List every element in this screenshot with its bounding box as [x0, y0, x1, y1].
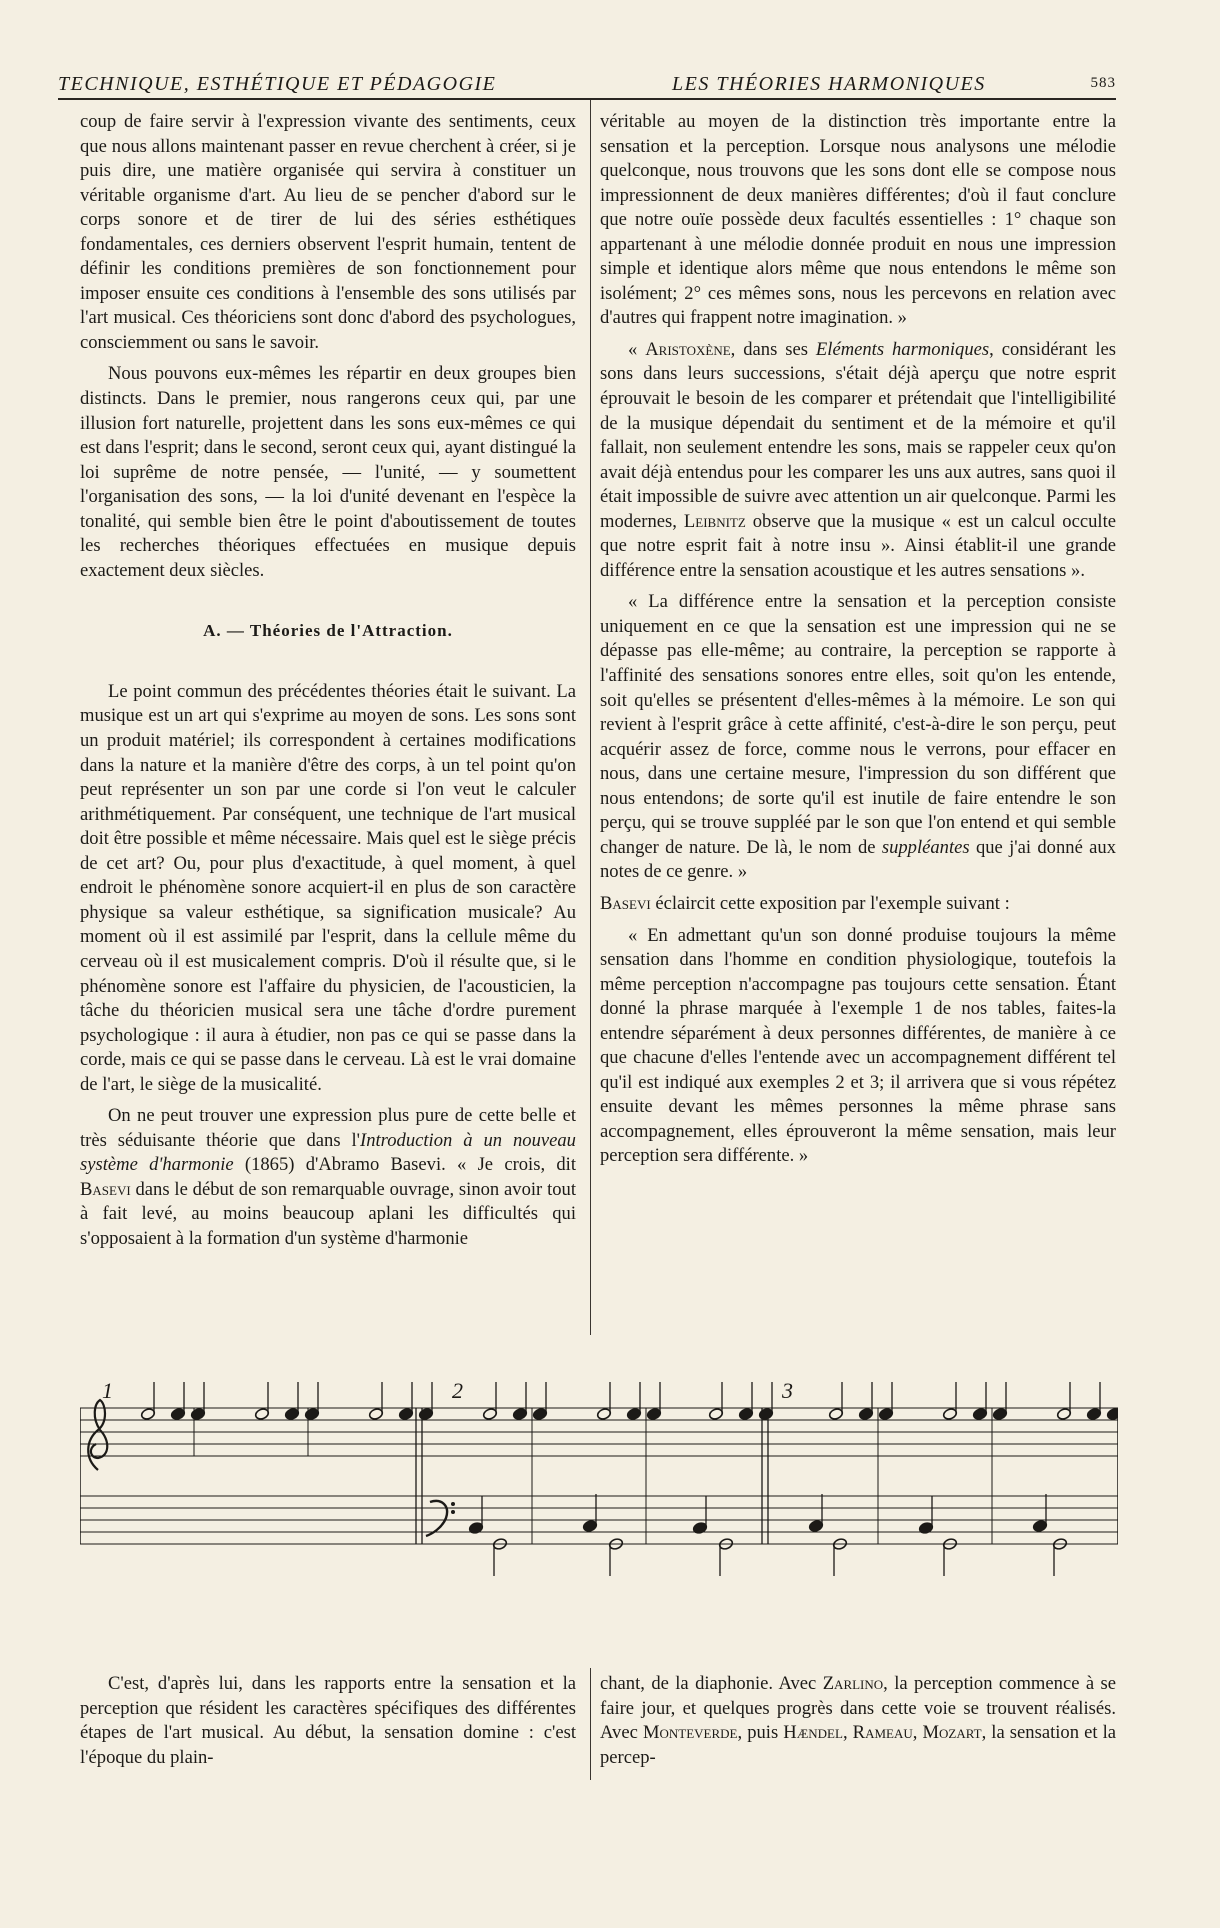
bottom-right-column — [600, 1672, 1116, 1770]
text: (1865) d'Abramo Basevi. « Je crois, dit — [233, 1154, 576, 1176]
note-head — [1106, 1407, 1118, 1420]
bass-staff — [80, 1496, 1118, 1544]
author-name: Rameau — [852, 1722, 913, 1744]
text: que j'ai donné aux notes de ce genre. » — [600, 836, 1116, 883]
text: « La différence entre la sensation et la perception consiste uniquement en ce que la sensation est une impression qui ne se dépasse pas elle-même; au contraire, la perception se rapporte à l'affinité des sensations sonores entre elles, soit qu'on les entende, soit qu'elles se présentent d'elles-mêmes à la mémoire. Le son qui revient à l'esprit grâce à cette affinité, c'est-à-dire le son perçu, peut acquérir assez de force, comme nous le verrons, pour effacer en nous, dans une certaine mesure, l'impression du son différent que nous entendons; de sorte qu'il est inutile de faire entendre le son perçu, qui se trouve suppléé par le son que l'on entend et qui semble changer de nature. De là, le nom de — [600, 591, 1116, 858]
text: chant, de la diaphonie. Avec — [600, 1673, 823, 1694]
example-label-2: 2 — [452, 1378, 463, 1403]
text: On ne peut trouver une expression plus pure de cette belle et très séduisante théorie que dans l' — [80, 1105, 576, 1151]
text: , la perception commence à se faire jour, et quelques progrès dans cette voie se trouvent réalisés. Avec — [600, 1673, 1116, 1744]
paragraph — [600, 892, 1116, 917]
music-notes — [140, 1382, 1118, 1576]
text: , puis — [737, 1722, 784, 1744]
paragraph: « En admettant qu'un son donné produise toujours la même sensation dans l'homme en condition physiologique, toutefois la même perception n'accompagne pas toujours cette sensation. Étant donné la phrase marquée à l'exemple 1 de nos tables, faites-la entendre séparément à deux personnes différentes, de manière à ce que chacune d'elles l'entende avec un accompagnement différent tel qu'il est indiqué aux exemples 2 et 3; il arrivera que si vous répétez ensuite devant les mêmes personnes la même phrase sans accompagnement, elles éprouveront la même sensation, mais leur perception sera différente. » — [600, 924, 1116, 1167]
text: , dans ses — [730, 338, 816, 360]
example-label-3: 3 — [782, 1378, 793, 1403]
author-name: Leibnitz — [683, 510, 746, 532]
text: , — [842, 1722, 853, 1744]
paragraph — [600, 590, 1116, 885]
header-left-title: TECHNIQUE, ESTHÉTIQUE ET PÉDAGOGIE — [58, 73, 497, 95]
barlines — [80, 1408, 1118, 1544]
author-name: Basevi — [80, 1178, 131, 1200]
author-name: Basevi — [600, 892, 651, 914]
section-heading: A. — Théories de l'Attraction. — [203, 621, 453, 641]
paragraph: C'est, d'après lui, dans les rapports entre la sensation et la perception que résident les caractères spécifiques des différentes étapes de l'art musical. Au début, la sensation domine : c'est l'époque du plain- — [80, 1673, 576, 1768]
treble-staff — [80, 1408, 1118, 1456]
paragraph — [80, 1104, 576, 1251]
right-column — [600, 110, 1116, 1176]
author-name: Zarlino — [822, 1673, 884, 1694]
left-column — [80, 110, 576, 1259]
column-divider — [590, 100, 591, 1335]
treble-clef-icon — [88, 1400, 107, 1470]
column-divider — [590, 1668, 591, 1780]
paragraph — [600, 1672, 1116, 1770]
book-title: Introduction à un nouveau système d'harmonie — [80, 1129, 576, 1176]
author-name: Mozart — [922, 1722, 982, 1744]
paragraph: Nous pouvons eux-mêmes les répartir en deux groupes bien distincts. Dans le premier, nous rangerons ceux qui, par une illusion fort naturelle, projettent dans les sons eux-mêmes ce qui est dans l'esprit; dans le second, seront ceux qui, ayant distingué la loi suprême de notre pensée, — l'unité, — y soumettent l'organisation des sons, — la loi d'unité devenant en l'espèce la tonalité, qui semble bien être le point d'aboutissement de toutes les recherches théoriques effectuées en musique depuis exactement deux siècles. — [80, 363, 576, 581]
bottom-left-column — [80, 1672, 576, 1770]
emphasis: suppléantes — [881, 836, 970, 858]
paragraph: véritable au moyen de la distinction très importante entre la sensation et la perception. Lorsque nous analysons une mélodie quelconque, nous trouvons que les sons dont elle se compose nous impressionnent de deux manières différentes; d'où il faut conclure que notre ouïe possède deux facultés essentielles : 1° chaque son appartenant à une mélodie donnée produit en nous une impression simple et identique alors même que nous entendons le même son isolément; 2° ces mêmes sons, nous les percevons en relation avec d'autres qui frappent notre imagination. » — [600, 111, 1116, 329]
paragraph: Le point commun des précédentes théories était le suivant. La musique est un art qui s'exprime au moyen de sons. Les sons sont un produit matériel; ils correspondent à certaines modifications dans la nature et la manière d'être des corps, à un tel point qu'on peut représenter un son par une corde si l'on veut le calculer arithmétiquement. Par conséquent, une technique de l'art musical doit être possible et même nécessaire. Mais quel est le siège précis de cet art? Ou, pour plus d'exactitude, à quel moment, à quel endroit le phénomène sonore acquiert-il en plus de son caractère physique sa valeur esthétique, sa signification musicale? Au moment où il est assimilé par l'esprit, dans la cellule même du cerveau où il est musicalement compris. D'où il résulte que, si le phénomène sonore est l'affaire du physicien, de l'acousticien, la tâche du théoricien musical sera une tâche d'ordre purement psychologique : il aura à étudier, non pas ce qui se passe dans la corde, mais ce qui se passe dans le cerveau. Là est le vrai domaine de l'art, le siège de la musicalité. — [80, 680, 576, 1095]
author-name: Aristoxène — [645, 338, 731, 360]
bass-clef-icon — [426, 1501, 455, 1536]
text: « — [628, 338, 646, 360]
book-title: Eléments harmoniques — [815, 338, 990, 360]
text: éclaircit cette exposition par l'exemple suivant : — [650, 892, 1010, 914]
paragraph — [600, 338, 1116, 583]
page-number: 583 — [1090, 75, 1116, 91]
text: , — [912, 1722, 923, 1744]
music-example — [80, 1378, 1118, 1578]
text: observe que la musique « est un calcul occulte que notre esprit fait à notre insu ». Ainsi établit-il une grande différence entre la sensation acoustique et les autres sensations ». — [600, 510, 1116, 581]
text: dans le début de son remarquable ouvrage, sinon avoir tout à fait levé, au moins beaucoup aplani les difficultés qui s'opposaient à la formation d'un système d'harmonie — [80, 1178, 576, 1249]
header-right-title: LES THÉORIES HARMONIQUES — [672, 73, 986, 95]
paragraph: coup de faire servir à l'expression vivante des sentiments, ceux que nous allons maintenant passer en revue cherchent à créer, si je puis dire, une matière organisée qui servira à constituer un véritable organisme d'art. Au lieu de se pencher d'abord sur le corps sonore et de tirer de lui des séries esthétiques fondamentales, ces derniers observent l'esprit humain, tentent de définir les conditions premières de son fonctionnement pour imposer ensuite ces conditions à l'ensemble des sons utilisés par l'art musical. Ces théoriciens sont donc d'abord des psychologues, consciemment ou sans le savoir. — [80, 111, 576, 353]
text: , la sensation et la percep- — [600, 1722, 1117, 1768]
author-name: Monteverde — [642, 1722, 738, 1744]
text: , considérant les sons dans leurs successions, s'était déjà aperçu que notre esprit éprouvait le besoin de les comparer et prétendait que l'intelligibilité de la musique dépendait du sentiment et de la mémoire et qu'il fallait, non seulement entendre les sons, mais se rappeler ceux qu'on avait déjà entendus pour les comparer les uns aux autres, sans quoi il était impossible de suivre avec attention un air quelconque. Parmi les modernes, — [600, 338, 1117, 532]
author-name: Hændel — [783, 1722, 843, 1744]
running-header — [58, 68, 1116, 100]
example-label-1: 1 — [102, 1378, 113, 1403]
